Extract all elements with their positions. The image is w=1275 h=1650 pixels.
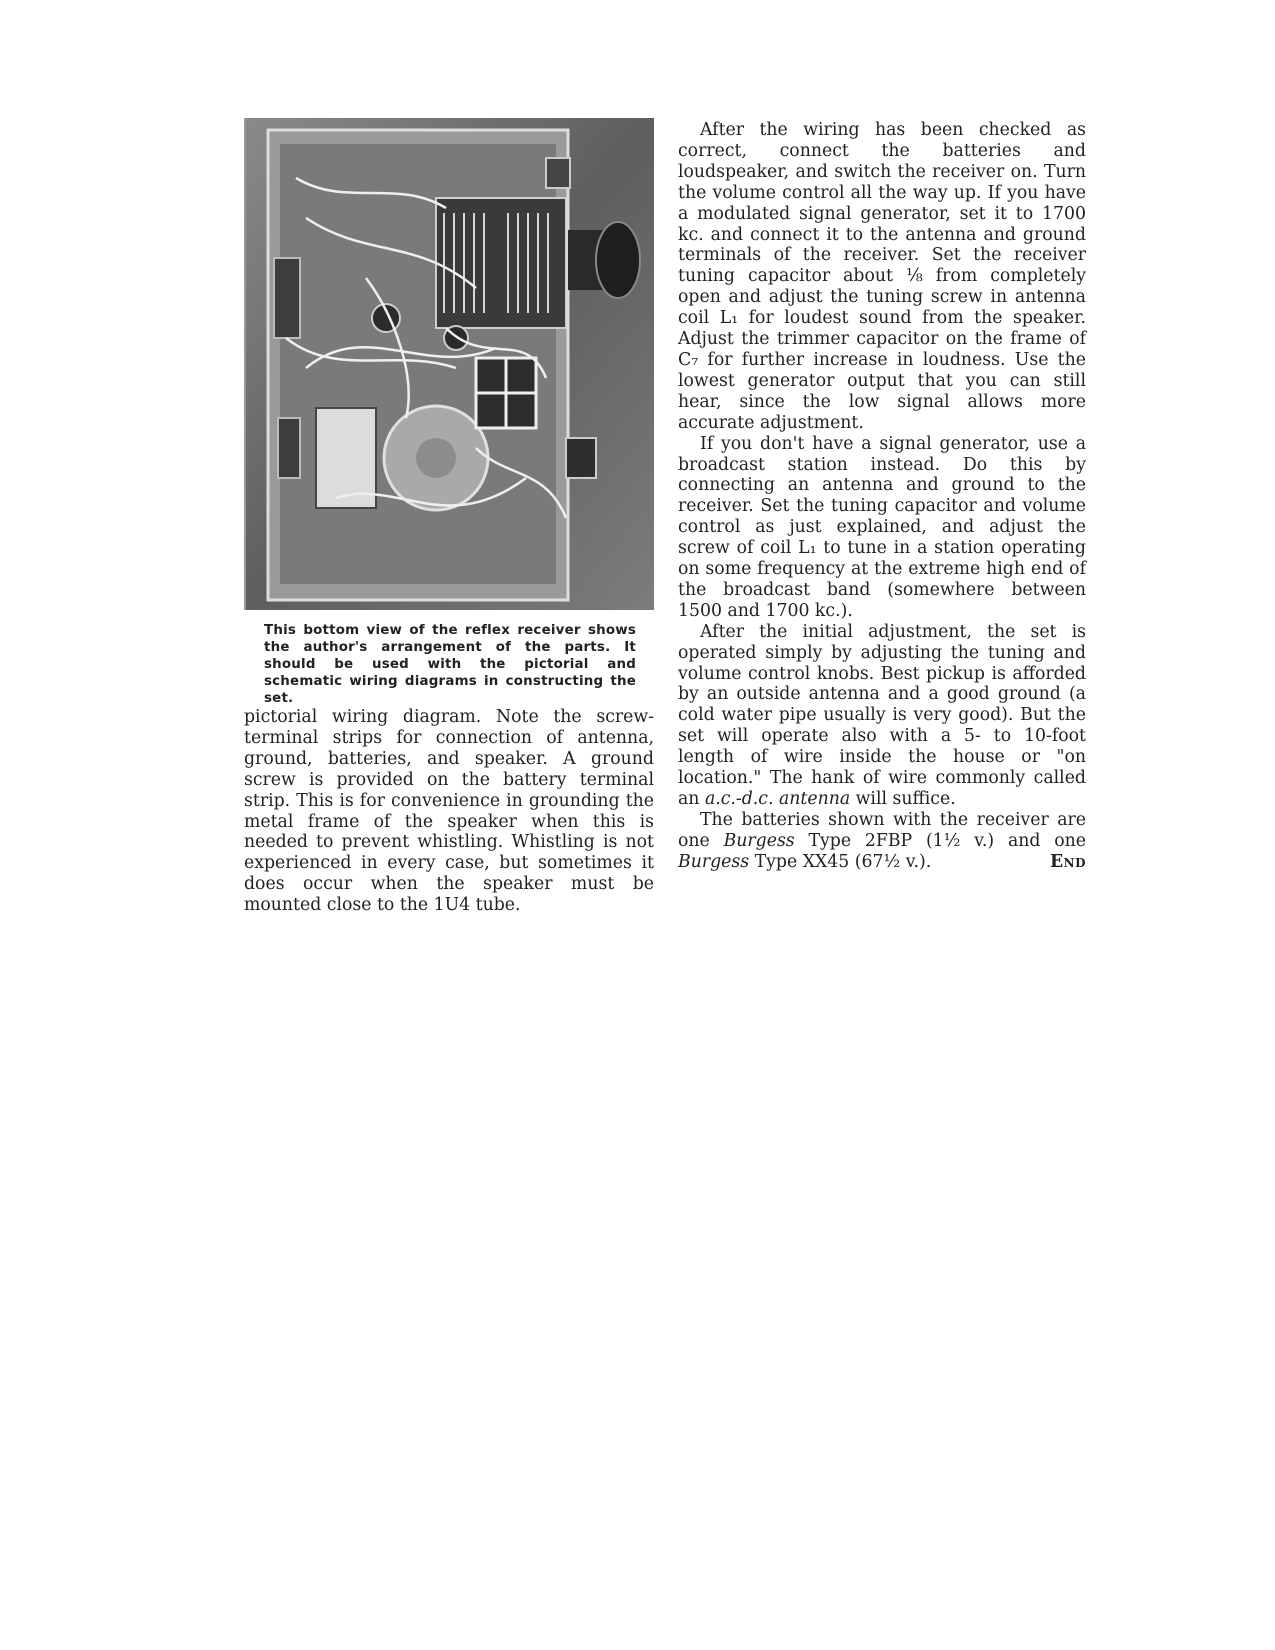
receiver-photo <box>244 118 654 610</box>
paragraph-broadcast-station: If you don't have a signal generator, use a broadcast station instead. Do this by connecting an antenna and ground to the receiver. Set the tuning capacitor and volume control as just explained, and adjust the screw of coil L₁ to tune in a station operating on some frequency at the extreme high end of the broadcast band (somewhere between 1500 and 1700 kc.). <box>678 433 1086 621</box>
end-mark: End <box>1049 851 1086 872</box>
left-column <box>244 118 654 916</box>
left-column-text: pictorial wiring diagram. Note the screw-terminal strips for connection of antenna, ground, batteries, and speaker. A ground screw is provided on the battery terminal strip. This is for convenience in grounding the metal frame of the speaker when this is needed to prevent whistling. Whistling is not experienced in every case, but sometimes it does occur when the speaker must be mounted close to the 1U4 tube. <box>244 707 654 916</box>
batteries-text-c: Type XX45 (67½ v.). <box>749 851 932 872</box>
batteries-text-b: Type 2FBP (1½ v.) and one <box>794 830 1086 851</box>
right-column <box>678 120 1086 873</box>
paragraph-operation <box>678 622 1086 810</box>
paragraph-adjustment: After the wiring has been checked as correct, connect the batteries and loudspeaker, and switch the receiver on. Turn the volume control all the way up. If you have a modulated signal generator, set it to 1700 kc. and connect it to the antenna and ground terminals of the receiver. Set the receiver tuning capacitor about ⅛ from completely open and adjust the tuning screw in antenna coil L₁ for loudest sound from the speaker. Adjust the trimmer capacitor on the frame of C₇ for further increase in loudness. Use the lowest generator output that you can still hear, since the low signal allows more accurate adjustment. <box>678 120 1086 433</box>
operation-text-b: will suffice. <box>850 789 956 809</box>
operation-text-a: After the initial adjustment, the set is operated simply by adjusting the tuning and volume control knobs. Best pickup is afforded by an outside antenna and a good ground (a cold water pipe usually is very good). But the set will operate also with a 5- to 10-foot length of wire inside the house or "on location." The hank of wire commonly called an <box>678 621 1086 809</box>
paragraph-batteries <box>678 810 1086 873</box>
batteries-text-a: The batteries shown with the receiver are one <box>678 809 1086 851</box>
antenna-term: a.c.-d.c. antenna <box>704 789 851 809</box>
battery-brand-1: Burgess <box>723 830 795 851</box>
receiver-photo-drawing <box>246 118 654 610</box>
photo-caption: This bottom view of the reflex receiver shows the author's arrangement of the parts. It should be used with the pictorial and schematic wiring diagrams in constructing the set. <box>264 623 636 706</box>
battery-brand-2: Burgess <box>678 851 750 872</box>
